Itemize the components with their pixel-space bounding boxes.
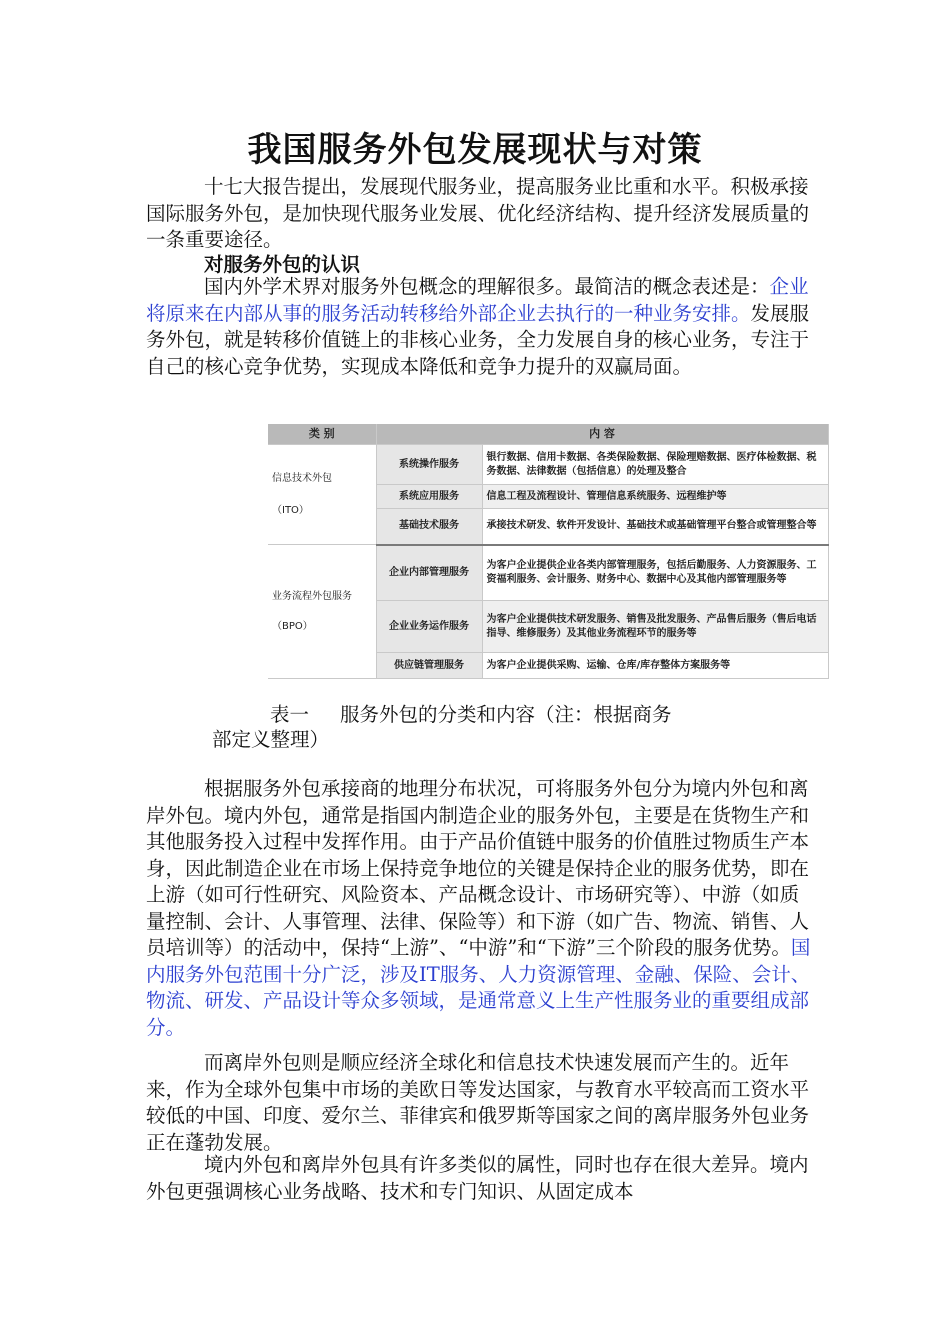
intro-paragraph: 十七大报告提出，发展现代服务业，提高服务业比重和水平。积极承接国际服务外包，是加快现代服务业发展、优化经济结构、提升经济发展质量的一条重要途径。 [146, 175, 810, 251]
category-ito [268, 445, 376, 545]
domestic-highlight: 国内服务外包范围十分广泛，涉及IT服务、人力资源管理、金融、保险、会计、物流、研发、产品设计等众多领域，是通常意义上生产性服务业的重要组成部分。 [146, 936, 811, 1039]
outsourcing-table [268, 424, 829, 679]
domestic-paragraph [146, 776, 816, 1041]
category-bpo [268, 545, 376, 679]
concept-text-2: 发展服务外包，就是转移价值链上的非核心业务，全力发展自身的核心业务，专注于自己的核心竞争优势，实现成本降低和竞争力提升的双赢局面。 [146, 301, 810, 378]
concept-highlight: 企业将原来在内部从事的服务活动转移给外部企业去执行的一种业务安排。 [146, 275, 809, 325]
ito-content-3: 承接技术研发、软件开发设计、基础技术或基础管理平台整合或管理整合等 [482, 509, 828, 545]
offshore-paragraph: 而离岸外包则是顺应经济全球化和信息技术快速发展而产生的。近年来，作为全球外包集中市场的美欧日等发达国家，与教育水平较高而工资水平较低的中国、印度、爱尔兰、菲律宾和俄罗斯等国家之间的离岸服务外包业务正在蓬勃发展。 [146, 1051, 810, 1154]
ito-type-3: 基础技术服务 [376, 509, 482, 545]
concept-text-1: 国内外学术界对服务外包概念的理解很多。最简洁的概念表述是： [204, 275, 770, 298]
section-heading: 对服务外包的认识 [204, 253, 361, 276]
ito-type-2: 系统应用服务 [376, 485, 482, 509]
ito-content-2: 信息工程及流程设计、管理信息系统服务、远程维护等 [482, 485, 828, 509]
page-title: 我国服务外包发展现状与对策 [247, 130, 703, 170]
bpo-content-2: 为客户企业提供技术研发服务、销售及批发服务、产品售后服务（售后电话指导、维修服务）及其他业务流程环节的服务等 [482, 601, 828, 653]
concept-paragraph [146, 274, 816, 380]
bpo-type-1: 企业内部管理服务 [376, 545, 482, 601]
category-bpo-abbr: （BPO） [272, 620, 313, 632]
bpo-type-2: 企业业务运作服务 [376, 601, 482, 653]
category-ito-abbr: （ITO） [272, 504, 309, 516]
category-ito-name: 信息技术外包 [272, 472, 332, 484]
ito-type-1: 系统操作服务 [376, 445, 482, 485]
header-category: 类 别 [268, 424, 376, 445]
ito-content-1: 银行数据、信用卡数据、各类保险数据、保险理赔数据、医疗体检数据、税务数据、法律数据（包括信息）的处理及整合 [482, 445, 828, 485]
table-caption-line2: 部定义整理） [212, 728, 330, 751]
bpo-content-3: 为客户企业提供采购、运输、仓库/库存整体方案服务等 [482, 653, 828, 679]
bpo-type-3: 供应链管理服务 [376, 653, 482, 679]
category-bpo-name: 业务流程外包服务 [272, 590, 352, 602]
header-content: 内 容 [376, 424, 828, 445]
outsourcing-table-image [268, 424, 817, 682]
comparison-paragraph: 境内外包和离岸外包具有许多类似的属性，同时也存在很大差异。境内外包更强调核心业务战略、技术和专门知识、从固定成本 [146, 1153, 809, 1203]
domestic-text: 根据服务外包承接商的地理分布状况，可将服务外包分为境内外包和离岸外包。境内外包，通常是指国内制造企业的服务外包，主要是在货物生产和其他服务投入过程中发挥作用。由于产品价值链中服务的价值胜过物质生产本身，因此制造企业在市场上保持竞争地位的关键是保持企业的服务优势，即在上游（如可行性研究、风险资本、产品概念设计、市场研究等）、中游（如质量控制、会计、人事管理、法律、保险等）和下游（如广告、物流、销售、人员培训等）的活动中，保持“上游”、“中游”和“下游”三个阶段的服务优势。 [146, 777, 810, 959]
bpo-content-1: 为客户企业提供企业各类内部管理服务，包括后勤服务、人力资源服务、工资福利服务、会计服务、财务中心、数据中心及其他内部管理服务等 [482, 545, 828, 601]
table-caption-line1: 表一 服务外包的分类和内容（注：根据商务 [270, 703, 672, 726]
